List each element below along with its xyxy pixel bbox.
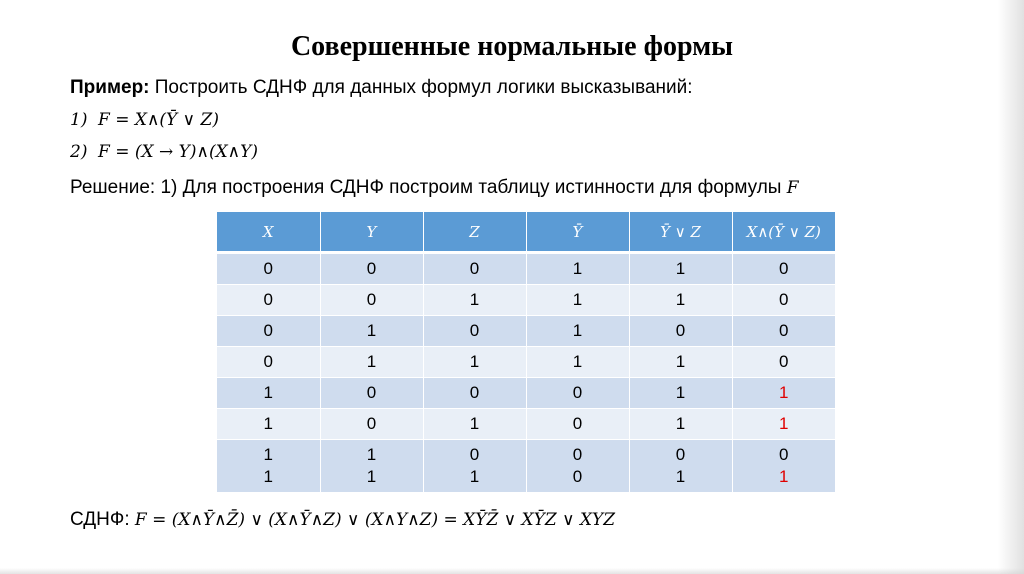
header-not-y-or-z: Ȳ ∨ Z xyxy=(629,212,732,253)
table-cell xyxy=(320,440,423,493)
table-cell xyxy=(423,440,526,493)
table-cell xyxy=(526,440,629,493)
formula-1: F = X∧(Ȳ ∨ Z) xyxy=(98,110,219,130)
table-cell: 1 xyxy=(526,347,629,378)
table-row xyxy=(217,347,835,378)
sdnf-label: СДНФ: xyxy=(70,509,135,530)
table-cell xyxy=(732,440,835,493)
formula-2-line xyxy=(70,140,258,164)
cell-line: 0 xyxy=(469,445,480,464)
truth-table xyxy=(217,212,835,493)
table-cell: 0 xyxy=(320,253,423,285)
table-cell: 0 xyxy=(732,285,835,316)
solution-text: Решение: 1) Для построения СДНФ построим таблицу истинности для формулы xyxy=(70,177,787,198)
header-f: X∧(Ȳ ∨ Z) xyxy=(732,212,835,253)
table-cell: 1 xyxy=(526,316,629,347)
cell-line: 1 xyxy=(366,445,377,464)
table-row xyxy=(217,409,835,440)
example-label: Пример: xyxy=(70,77,150,98)
cell-line: 1 xyxy=(263,445,273,464)
cell-line: 1 xyxy=(263,467,273,486)
table-cell: 1 xyxy=(629,347,732,378)
header-x: X xyxy=(217,212,320,253)
example-text: Построить СДНФ для данных формул логики высказываний: xyxy=(149,77,693,98)
table-cell: 0 xyxy=(320,409,423,440)
sdnf-formula: F = (X∧Ȳ∧Z̄) ∨ (X∧Ȳ∧Z) ∨ (X∧Y∧Z) = XȲZ̄ ∨ XȲZ ∨ XYZ xyxy=(134,510,616,530)
table-row xyxy=(217,378,835,409)
formula-1-line xyxy=(70,108,219,132)
table-row xyxy=(217,440,835,493)
formula-2: F = (X → Y)∧(X∧Y) xyxy=(98,142,258,162)
slide-bottom-shadow xyxy=(0,568,1024,574)
formula-2-number: 2) xyxy=(70,142,88,162)
cell-line: 0 xyxy=(675,445,686,464)
table-cell: 1 xyxy=(629,253,732,285)
table-cell: 1 xyxy=(629,409,732,440)
table-cell-highlight: 1 xyxy=(732,378,835,409)
table-cell: 0 xyxy=(732,316,835,347)
cell-line: 0 xyxy=(572,445,583,464)
table-cell xyxy=(217,440,320,493)
table-cell: 0 xyxy=(320,285,423,316)
header-z: Z xyxy=(423,212,526,253)
table-cell: 0 xyxy=(320,378,423,409)
table-row xyxy=(217,316,835,347)
table-cell: 0 xyxy=(526,378,629,409)
cell-line: 0 xyxy=(779,445,789,464)
table-cell: 0 xyxy=(732,347,835,378)
table-cell: 1 xyxy=(423,347,526,378)
table-row xyxy=(217,253,835,285)
table-cell: 1 xyxy=(217,378,320,409)
table-cell: 1 xyxy=(423,409,526,440)
table-cell: 0 xyxy=(629,316,732,347)
sdnf-line xyxy=(70,508,615,532)
table-cell: 0 xyxy=(217,285,320,316)
table-cell: 1 xyxy=(629,285,732,316)
table-cell: 1 xyxy=(217,409,320,440)
cell-line: 1 xyxy=(675,467,686,486)
solution-line xyxy=(70,176,799,200)
table-cell-highlight: 1 xyxy=(732,409,835,440)
solution-var: F xyxy=(786,178,799,198)
cell-line: 1 xyxy=(366,467,377,486)
cell-line-highlight: 1 xyxy=(779,467,789,486)
truth-table-header xyxy=(217,212,835,253)
table-cell: 0 xyxy=(732,253,835,285)
table-cell: 1 xyxy=(423,285,526,316)
header-not-y: Ȳ xyxy=(526,212,629,253)
table-cell: 1 xyxy=(526,285,629,316)
table-cell: 0 xyxy=(526,409,629,440)
table-cell: 0 xyxy=(217,316,320,347)
table-cell: 0 xyxy=(423,253,526,285)
slide-title: Совершенные нормальные формы xyxy=(290,31,734,62)
cell-line: 1 xyxy=(469,467,480,486)
slide-edge-shadow xyxy=(998,0,1024,574)
table-cell: 1 xyxy=(526,253,629,285)
header-y: Y xyxy=(320,212,423,253)
table-cell xyxy=(629,440,732,493)
table-cell: 1 xyxy=(629,378,732,409)
table-row xyxy=(217,285,835,316)
table-cell: 0 xyxy=(423,316,526,347)
table-cell: 0 xyxy=(217,347,320,378)
formula-1-number: 1) xyxy=(70,110,88,130)
cell-line: 0 xyxy=(572,467,583,486)
table-cell: 1 xyxy=(320,347,423,378)
table-cell: 0 xyxy=(217,253,320,285)
example-line xyxy=(70,76,693,100)
table-cell: 0 xyxy=(423,378,526,409)
table-cell: 1 xyxy=(320,316,423,347)
